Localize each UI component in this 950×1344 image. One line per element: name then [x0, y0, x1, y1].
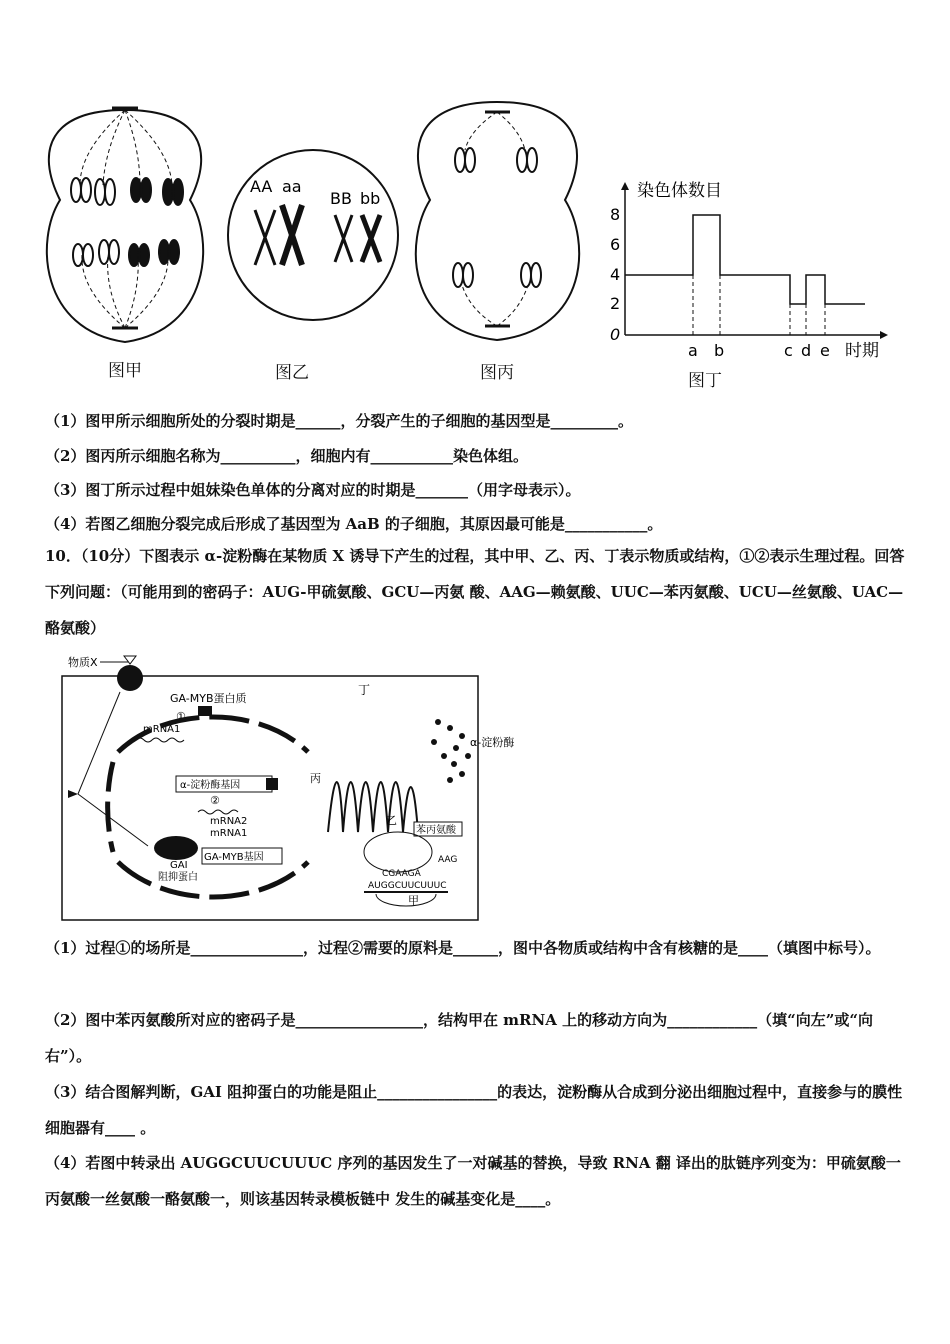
label-mrna1-top: mRNA1 — [143, 724, 181, 735]
label-amylase: α-淀粉酶 — [470, 736, 515, 749]
label-bb: bb — [360, 189, 381, 208]
q10-sub1: （1）过程①的场所是_______________，过程②需要的原料是______，图中各物质或结构中含有核糖的是____（填图中标号）。 — [45, 939, 881, 957]
label-gai: GAI — [170, 860, 188, 871]
label-gai-protein: 阻抑蛋白 — [158, 872, 198, 883]
xtick-d: d — [801, 341, 812, 360]
figure-ding-chart — [610, 181, 888, 361]
label-yi: 乙 — [386, 814, 397, 827]
label-BB: BB — [330, 189, 352, 208]
q10-sub3: （3）结合图解判断，GAI 阻抑蛋白的功能是阻止________________的表达，淀粉酶从合成到分泌出细胞过程中，直接参与的膜性细胞器有____ 。 — [45, 1083, 903, 1137]
q9-sub4: （4）若图乙细胞分裂完成后形成了基因型为 AaB 的子细胞，其原因最可能是___________。 — [45, 515, 663, 533]
caption-jia: 图甲 — [108, 361, 142, 381]
xtick-b: b — [714, 341, 725, 360]
label-substance-x: 物质X — [68, 656, 98, 669]
label-aa: aa — [282, 177, 302, 196]
xtick-e: e — [820, 341, 830, 360]
gai-protein-shape — [154, 836, 198, 860]
ytick-2: 2 — [610, 294, 621, 313]
figure-jia — [47, 108, 203, 342]
label-mrna2: mRNA2 — [210, 816, 248, 827]
q9-sub1: （1）图甲所示细胞所处的分裂时期是______，分裂产生的子细胞的基因型是_________。 — [45, 412, 633, 430]
xtick-c: c — [784, 341, 793, 360]
label-cgaaga: CGAAGA — [382, 869, 421, 879]
figure-bing — [416, 102, 579, 340]
label-aag: AAG — [438, 855, 458, 865]
ytick-4: 4 — [610, 265, 621, 284]
ytick-8: 8 — [610, 205, 621, 224]
label-bing: 丙 — [310, 772, 321, 785]
receptor — [117, 665, 143, 691]
label-mrna-seq: AUGGCUUCUUUC — [368, 881, 447, 891]
amylase-diagram — [58, 652, 515, 924]
label-ga-myb-gene: GA-MYB基因 — [204, 852, 264, 863]
label-ding: 丁 — [358, 683, 371, 697]
label-step1: ① — [176, 710, 186, 723]
cell-division-figures — [0, 90, 950, 400]
label-AA: AA — [250, 177, 273, 196]
ytick-0: 0 — [610, 325, 621, 344]
q9-sub3: （3）图丁所示过程中姐妹染色单体的分离对应的时期是_______（用字母表示）。 — [45, 481, 581, 499]
q9-sub2: （2）图丙所示细胞名称为__________，细胞内有___________染色体组。 — [45, 447, 528, 465]
caption-yi: 图乙 — [275, 363, 309, 383]
label-amylase-gene: α-淀粉酶基因 — [180, 780, 241, 791]
label-mrna1-bottom: mRNA1 — [210, 828, 248, 839]
ytick-6: 6 — [610, 235, 621, 254]
q10-sub4: （4）若图中转录出 AUGGCUUCUUUC 序列的基因发生了一对碱基的替换，导致 RNA 翻 译出的肽链序列变为：甲硫氨酸一丙氨酸一丝氨酸一酪氨酸一，则该基因转录模板链中 发生的碱基变化是____。 — [45, 1154, 901, 1208]
label-jia: 甲 — [408, 894, 419, 907]
ding-ylabel: 染色体数目 — [637, 181, 722, 201]
q10-sub2: （2）图中苯丙氨酸所对应的密码子是_________________，结构甲在 mRNA 上的移动方向为____________（填“向左”或“向右”）。 — [45, 1011, 873, 1065]
label-phe: 苯丙氨酸 — [416, 825, 456, 836]
q10-intro: 10．（10分）下图表示 α-淀粉酶在某物质 X 诱导下产生的过程，其中甲、乙、丙、丁表示物质或结构，①②表示生理过程。回答下列问题：（可能用到的密码子：AUG-甲硫氨酸、GCU—丙氨 酸、AAG—赖氨酸、UUC—苯丙氨酸、UCU—丝氨酸、UAC—酪氨酸） — [45, 547, 905, 637]
figure-yi — [228, 150, 398, 320]
label-step2: ② — [210, 794, 220, 807]
ding-xlabel: 时期 — [845, 341, 879, 361]
label-ga-myb-protein: GA-MYB蛋白质 — [170, 692, 247, 705]
xtick-a: a — [688, 341, 698, 360]
caption-ding: 图丁 — [688, 371, 722, 391]
caption-bing: 图丙 — [480, 363, 514, 383]
